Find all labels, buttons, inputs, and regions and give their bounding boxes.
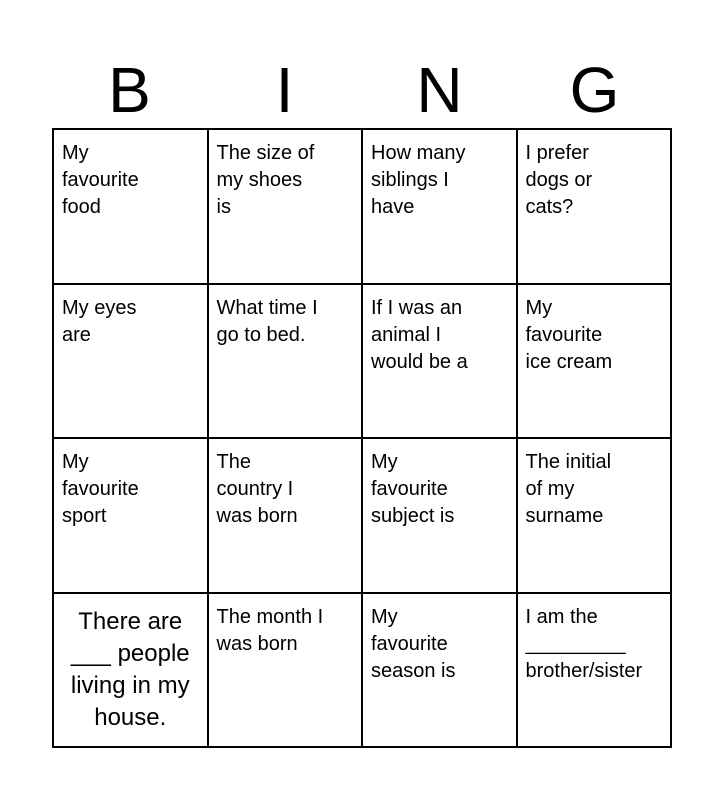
bingo-cell[interactable] (518, 594, 673, 749)
cell-text: My eyes are (62, 296, 137, 346)
bingo-header (52, 52, 672, 128)
bingo-cell[interactable] (209, 130, 364, 285)
bingo-cell[interactable] (54, 130, 209, 285)
bingo-cell[interactable] (209, 594, 364, 749)
header-letter-g: G (569, 54, 620, 126)
bingo-cell[interactable] (363, 439, 518, 594)
cell-text: How many siblings I have (371, 142, 466, 218)
bingo-cell[interactable] (209, 439, 364, 594)
bingo-cell[interactable] (518, 439, 673, 594)
cell-text: My favourite sport (62, 451, 139, 527)
cell-text: The initial of my surname (525, 451, 612, 527)
header-letter-n: N (416, 54, 463, 126)
header-letter-b: B (108, 54, 151, 126)
cell-text: My favourite food (62, 142, 139, 218)
cell-text: My favourite ice cream (525, 296, 613, 373)
bingo-cell[interactable] (54, 439, 209, 594)
header-letter-i: I (275, 54, 294, 126)
cell-text: I prefer dogs or cats? (525, 142, 593, 218)
cell-text: I am the _________ brother/sister (525, 605, 643, 682)
bingo-cell[interactable] (518, 285, 673, 440)
cell-text: If I was an animal I would be a (371, 296, 468, 373)
bingo-cell[interactable] (209, 285, 364, 440)
bingo-cell[interactable] (518, 130, 673, 285)
bingo-grid (52, 128, 672, 748)
bingo-cell[interactable] (54, 285, 209, 440)
cell-text: My favourite season is (371, 605, 456, 682)
cell-text: What time I go to bed. (216, 296, 318, 346)
cell-text: The country I was born (216, 451, 298, 527)
bingo-cell[interactable] (363, 130, 518, 285)
cell-text: My favourite subject is (371, 451, 455, 527)
cell-text: The size of my shoes is (216, 142, 315, 218)
cell-text: The month I was born (216, 605, 324, 655)
cell-text: There are ___ people living in my house. (70, 607, 190, 731)
bingo-cell[interactable] (363, 594, 518, 749)
bingo-cell[interactable] (363, 285, 518, 440)
bingo-cell[interactable] (54, 594, 209, 749)
